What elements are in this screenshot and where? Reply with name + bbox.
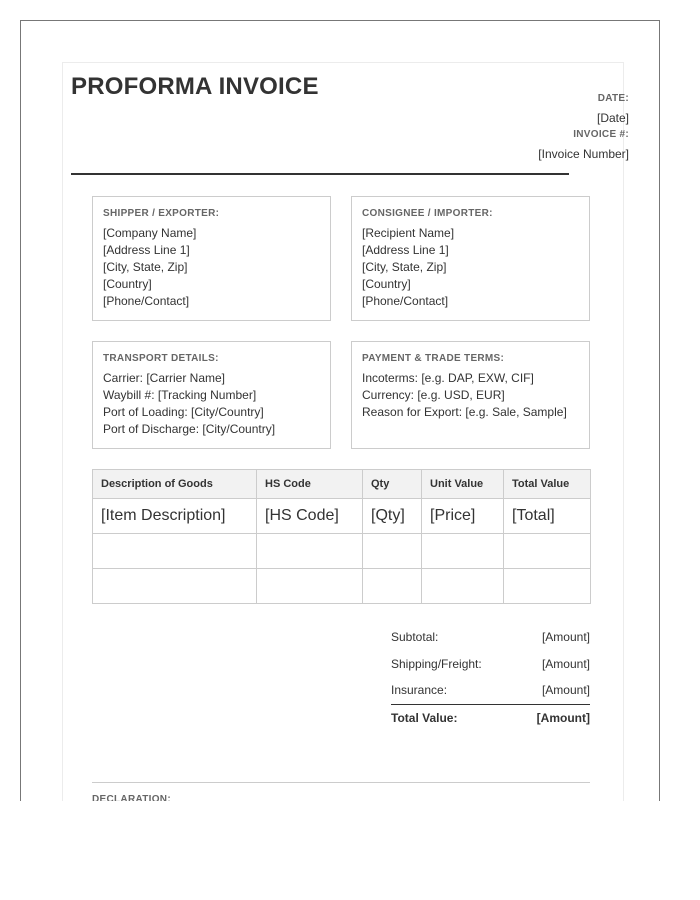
cell-description [93, 534, 257, 569]
goods-header-row [93, 470, 591, 499]
column-header-description: Description of Goods [93, 470, 257, 499]
shipper-line: [Address Line 1] [103, 243, 190, 257]
table-row [93, 534, 591, 569]
consignee-line: [Address Line 1] [362, 243, 449, 257]
cell-unit-value: [Price] [422, 499, 504, 534]
column-header-total-value: Total Value [504, 470, 591, 499]
consignee-box [351, 196, 590, 321]
payment-line: Incoterms: [e.g. DAP, EXW, CIF] [362, 371, 534, 385]
payment-line: Reason for Export: [e.g. Sale, Sample] [362, 405, 567, 419]
cell-unit-value [422, 534, 504, 569]
cell-hs-code [257, 569, 363, 604]
invoice-number-label: INVOICE #: [573, 129, 629, 140]
total-value-label: Total Value: [391, 711, 458, 725]
date-value: [Date] [596, 111, 629, 125]
cell-total-value [504, 569, 591, 604]
declaration-clip [0, 790, 700, 801]
payment-line: Currency: [e.g. USD, EUR] [362, 388, 505, 402]
transport-line: Port of Discharge: [City/Country] [103, 422, 276, 436]
consignee-line: [Country] [362, 277, 411, 291]
shipper-line: [Phone/Contact] [103, 294, 190, 308]
transport-label: TRANSPORT DETAILS: [103, 353, 219, 364]
payment-box [351, 341, 590, 449]
cell-unit-value [422, 569, 504, 604]
cell-qty [363, 534, 422, 569]
transport-box [92, 341, 331, 449]
consignee-line: [Phone/Contact] [362, 294, 449, 308]
goods-table [92, 469, 591, 604]
table-row [93, 569, 591, 604]
shipper-line: [Company Name] [103, 226, 197, 240]
transport-line: Carrier: [Carrier Name] [103, 371, 226, 385]
invoice-title: PROFORMA INVOICE [71, 73, 319, 100]
subtotal-value: [Amount] [541, 630, 590, 644]
cell-qty: [Qty] [363, 499, 422, 534]
column-header-hs-code: HS Code [257, 470, 363, 499]
shipping-label: Shipping/Freight: [391, 657, 482, 671]
shipper-label: SHIPPER / EXPORTER: [103, 208, 220, 219]
date-label: DATE: [597, 93, 629, 104]
payment-label: PAYMENT & TRADE TERMS: [362, 353, 505, 364]
column-header-unit-value: Unit Value [422, 470, 504, 499]
shipping-value: [Amount] [541, 657, 590, 671]
insurance-label: Insurance: [391, 683, 448, 697]
table-row [93, 499, 591, 534]
cell-hs-code [257, 534, 363, 569]
total-value-amount: [Amount] [536, 711, 590, 725]
shipper-box [92, 196, 331, 321]
shipper-line: [City, State, Zip] [103, 260, 188, 274]
cell-total-value [504, 534, 591, 569]
header-divider [71, 173, 569, 175]
totals-divider [391, 704, 590, 705]
invoice-number-value: [Invoice Number] [538, 147, 629, 161]
column-header-qty: Qty [363, 470, 422, 499]
shipper-line: [Country] [103, 277, 152, 291]
cell-description: [Item Description] [93, 499, 257, 534]
transport-line: Waybill #: [Tracking Number] [103, 388, 257, 402]
declaration-label: DECLARATION: [92, 794, 171, 801]
cell-total-value: [Total] [504, 499, 591, 534]
transport-line: Port of Loading: [City/Country] [103, 405, 264, 419]
cell-description [93, 569, 257, 604]
consignee-line: [City, State, Zip] [362, 260, 447, 274]
cell-qty [363, 569, 422, 604]
consignee-line: [Recipient Name] [362, 226, 455, 240]
consignee-label: CONSIGNEE / IMPORTER: [362, 208, 493, 219]
declaration-divider [92, 782, 590, 783]
subtotal-label: Subtotal: [391, 630, 439, 644]
insurance-value: [Amount] [541, 683, 590, 697]
cell-hs-code: [HS Code] [257, 499, 363, 534]
